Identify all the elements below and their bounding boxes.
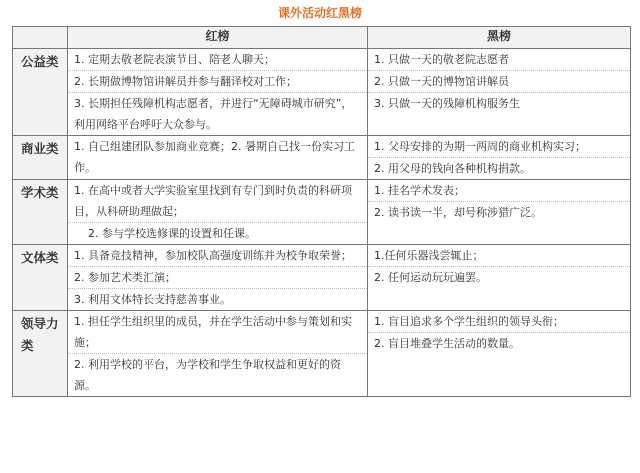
category-cell: 公益类 [13,49,68,136]
list-item: 1. 在高中或者大学实验室里找到有专门到时负责的科研项目，从科研助理做起； [68,180,367,223]
list-item: 1. 担任学生组织里的成员，并在学生活动中参与策划和实施； [68,311,367,354]
list-item: 1. 盲目追求多个学生组织的领导头衔； [368,311,630,333]
category-cell: 文体类 [13,245,68,311]
red-cell [68,49,368,136]
list-item: 1. 只做一天的敬老院志愿者 [368,49,630,71]
category-cell: 领导力类 [13,311,68,397]
red-cell [68,311,368,397]
list-item: 1. 父母安排的为期一两周的商业机构实习； [368,136,630,158]
red-cell [68,180,368,245]
list-item: 1.任何乐器浅尝辄止； [368,245,630,267]
list-item: 3. 长期担任残障机构志愿者，并进行“无障碍城市研究”，利用网络平台呼吁大众参与。 [74,97,353,131]
red-black-list-table [12,26,631,397]
table-row [13,49,631,136]
list-item: 3. 利用文体特长支持慈善事业。 [74,293,231,306]
list-item: 2. 读书读一半，却号称涉猎广泛。 [374,206,542,219]
header-row [13,27,631,49]
list-item: 1. 挂名学术发表； [368,180,630,202]
category-cell: 商业类 [13,136,68,180]
list-item: 2. 盲目堆叠学生活动的数量。 [374,337,520,350]
category-cell: 学术类 [13,180,68,245]
table-row [13,245,631,311]
list-item: 3. 只做一天的残障机构服务生 [374,97,520,110]
red-cell [68,245,368,311]
header-black-list: 黑榜 [368,27,631,49]
black-cell [368,49,631,136]
list-item: 1. 具备竞技精神，参加校队高强度训练并为校争取荣誉； [68,245,367,267]
list-item: 2. 任何运动玩玩遍罢。 [374,271,487,284]
table-row [13,136,631,180]
list-item: 2. 参加艺术类汇演； [68,267,367,289]
header-category [13,27,68,49]
table-row [13,311,631,397]
list-item: 2. 长期做博物馆讲解员并参与翻译校对工作； [68,71,367,93]
black-cell [368,180,631,245]
black-cell [368,245,631,311]
list-item: 1. 自己组建团队参加商业竞赛；2. 暑期自己找一份实习工作。 [74,140,355,174]
list-item: 2. 参与学校选修课的设置和任课。 [88,227,256,240]
black-cell [368,311,631,397]
list-item: 1. 定期去敬老院表演节目、陪老人聊天； [68,49,367,71]
red-cell [68,136,368,180]
list-item: 2. 只做一天的博物馆讲解员 [368,71,630,93]
list-item: 2. 利用学校的平台，为学校和学生争取权益和更好的资源。 [74,358,341,392]
list-item: 2. 用父母的钱向各种机构捐款。 [374,162,531,175]
page-title: 课外活动红黑榜 [277,6,362,20]
black-cell [368,136,631,180]
table-row [13,180,631,245]
header-red-list: 红榜 [68,27,368,49]
